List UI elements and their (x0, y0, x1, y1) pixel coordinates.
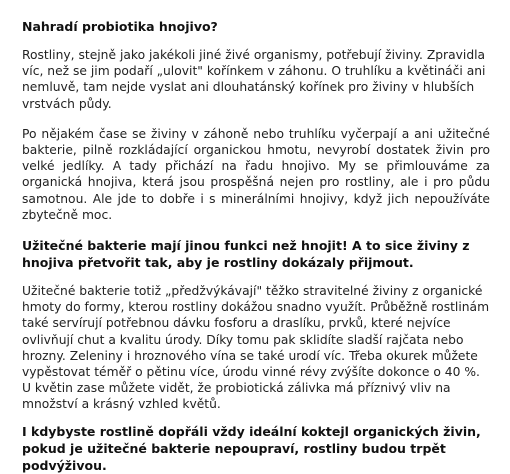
subheading-bacteria-function: Užitečné bakterie mají jinou funkci než hnojit! A to sice živiny z hnojiva přetvořit tak, aby je rostliny dokázaly přijmout. (22, 238, 470, 271)
article-title: Nahradí probiotika hnojivo? (22, 19, 218, 34)
paragraph-nutrients-intro: Rostliny, stejně jako jakékoli jiné živé organismy, potřebují živiny. Zpravidla víc, než se jim podaří „ulovit" kořínkem v záhonu. O truhlíku a květináči ani nemluvě, tam nejde vyslat ani dlouhatánský kořínek pro živiny v hlubších vrstvách půdy. (22, 48, 486, 111)
paragraph-fertilizer: Po nějakém čase se živiny v záhoně nebo truhlíku vyčerpají a ani užitečné bakterie, pilně rozkládající organickou hmotu, nevyrobí dostatek živin pro velké jedlíky. A tady přichází na řadu hnojivo. My se přimlouváme za organická hnojiva, která jsou prospěšná nejen pro rostliny, ale i pro půdu samotnou. Ale jde to dobře i s minerálními hnojivy, když jich nepoužíváte zbytečně moc. (22, 126, 490, 222)
article-conclusion: I kdybyste rostlině dopřáli vždy ideální koktejl organických živin, pokud je užitečné bakterie nepoupraví, rostliny budou trpět podvýživou. (22, 423, 481, 473)
paragraph-bacteria-benefits: Užitečné bakterie totiž „předžvýkávají" těžko stravitelné živiny z organické hmoty do formy, kterou rostliny dokážou snadno využít. Průběžně rostlinám také servírují potřebnou dávku fosforu a draslíku, prvků, které nejvíce ovlivňují chut a kvalitu úrody. Díky tomu pak sklidíte sladší rajčata nebo hrozny. Zeleniny i hroznového vína se také urodí víc. Třeba okurek můžete vypěstovat téměř o pětinu více, úrodu vinné révy zvýšíte dokonce o 40 %. U květin zase můžete vidět, že probiotická zálivka má příznivý vliv na množství a krásný vzhled květů. (22, 284, 490, 412)
